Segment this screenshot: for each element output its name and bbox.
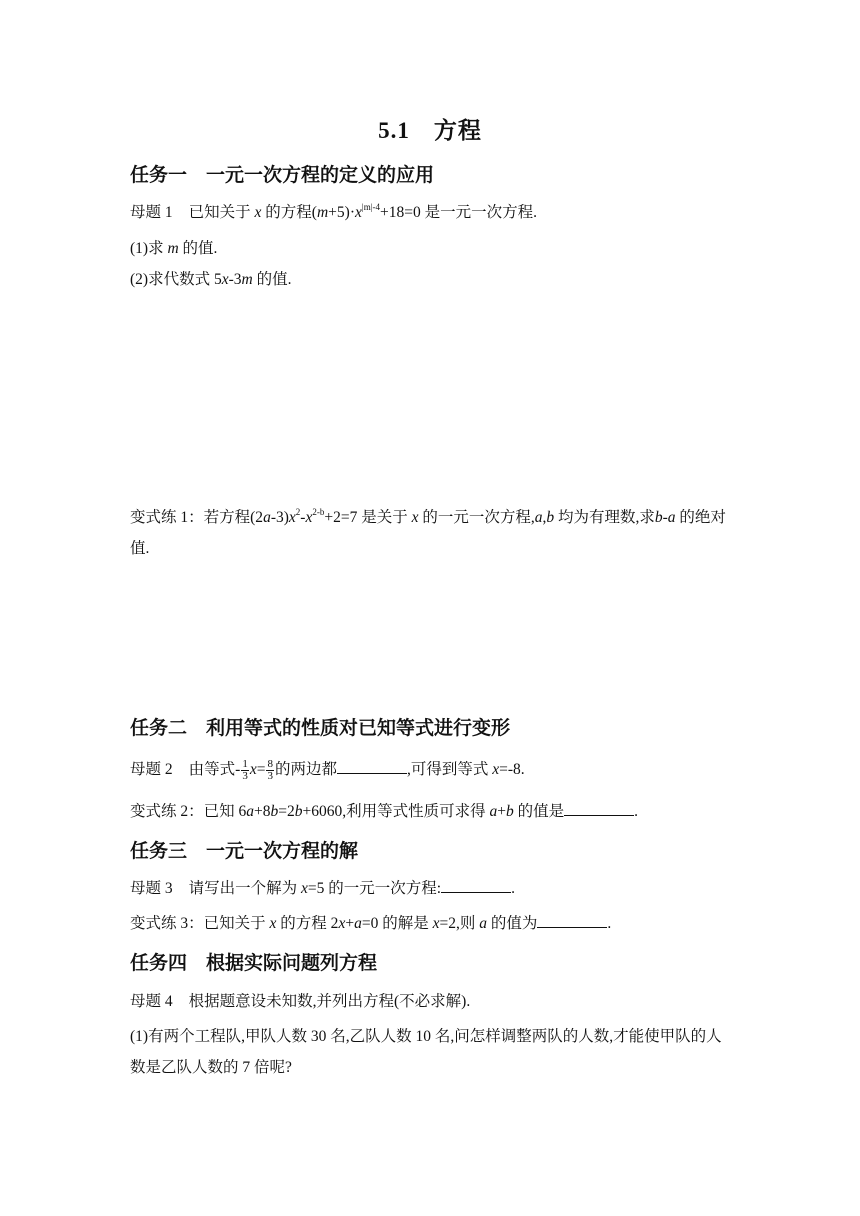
task4-heading: 任务四 根据实际问题列方程 xyxy=(130,952,378,974)
variant2-statement: 变式练 2：已知 6a+8b=2b+6060,利用等式性质可求得 a+b 的值是 . xyxy=(130,803,639,820)
problem4-statement: 母题 4 根据题意设未知数,并列出方程(不必求解). xyxy=(130,993,471,1010)
variant3-statement: 变式练 3：已知关于 x 的方程 2x+a=0 的解是 x=2,则 a 的值为 . xyxy=(130,915,612,932)
answer-blank[interactable] xyxy=(537,913,607,928)
task2-heading: 任务二 利用等式的性质对已知等式进行变形 xyxy=(130,717,511,739)
variant2-label: 变式练 2： xyxy=(130,803,204,820)
problem4-label: 母题 4 xyxy=(130,993,173,1010)
task3-heading: 任务三 一元一次方程的解 xyxy=(130,840,359,862)
problem2-label: 母题 2 xyxy=(130,761,173,779)
fraction: $\frac{8}{3}$ xyxy=(267,758,273,782)
exponent: |m|-4 xyxy=(361,202,380,212)
answer-blank[interactable] xyxy=(337,759,407,774)
problem1-label: 母题 1 xyxy=(130,204,173,221)
page-title: 5.1 方程 xyxy=(378,118,482,143)
variant1-label: 变式练 1： xyxy=(130,509,204,526)
variant3-label: 变式练 3： xyxy=(130,915,204,932)
problem4-question1: (1)有两个工程队,甲队人数 30 名,乙队人数 10 名,问怎样调整两队的人数,才能使甲队的人数是乙队人数的 7 倍呢? xyxy=(130,1028,722,1076)
fraction: $\frac{1}{3}$ xyxy=(242,758,248,782)
variant1-statement: 变式练 1：若方程$(2a-3)x^2-x^{2-b}+2=7$ 是关于 x 的一元一次方程,a,b 均为有理数,求b-a 的绝对值. xyxy=(130,507,726,557)
problem1-question1: (1)求 m 的值. xyxy=(130,240,218,257)
answer-blank[interactable] xyxy=(441,878,511,893)
problem2-statement: 母题 2 由等式- $\frac{1}{3}$ x= $\frac{8}{3}$ 的两边都 ,可得到等式 x=-8. xyxy=(130,758,525,782)
problem1-statement: 母题 1 已知关于 x 的方程$(m+5)\cdot x^{|m|-4}+18=0$ 是一元一次方程. xyxy=(130,202,537,221)
problem3-label: 母题 3 xyxy=(130,880,173,897)
task1-heading: 任务一 一元一次方程的定义的应用 xyxy=(130,164,435,186)
problem3-statement: 母题 3 请写出一个解为 x=5 的一元一次方程: . xyxy=(130,880,515,897)
problem1-question2: (2)求代数式 5x-3m 的值. xyxy=(130,271,292,288)
answer-blank[interactable] xyxy=(564,801,634,816)
